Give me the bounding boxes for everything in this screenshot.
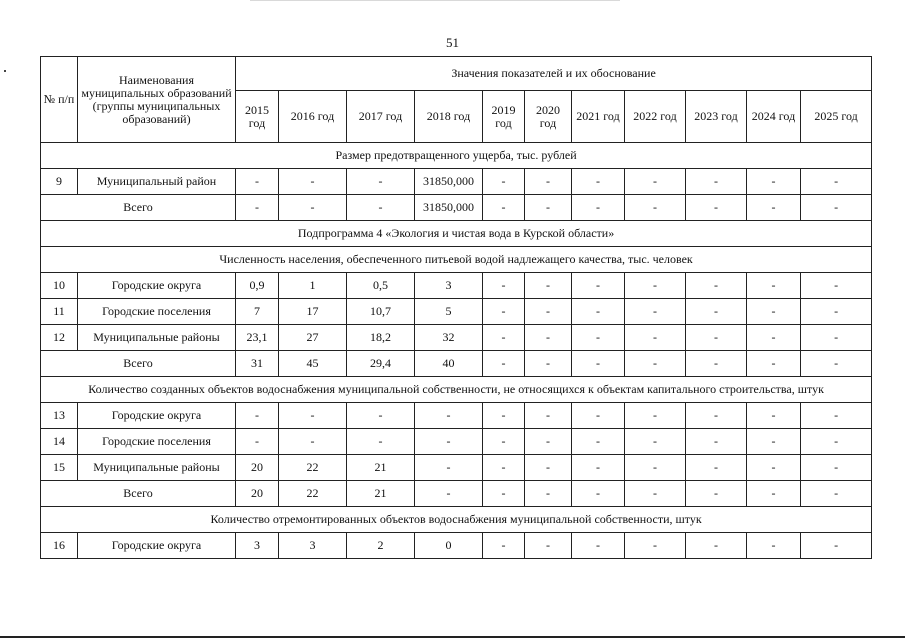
value-cell: 31 — [236, 351, 279, 377]
value-cell: - — [572, 325, 625, 351]
table-row — [41, 533, 872, 559]
value-cell: - — [801, 429, 872, 455]
header-values-title: Значения показателей и их обоснование — [236, 57, 872, 91]
scan-top-line — [250, 0, 620, 1]
section-title-row — [41, 143, 872, 169]
section-title-row — [41, 247, 872, 273]
value-cell: 27 — [279, 325, 347, 351]
value-cell: - — [572, 299, 625, 325]
value-cell: - — [686, 273, 747, 299]
value-cell: - — [747, 533, 801, 559]
value-cell: - — [483, 429, 525, 455]
value-cell: - — [279, 429, 347, 455]
value-cell: - — [801, 455, 872, 481]
value-cell: - — [572, 195, 625, 221]
municipality-name: Муниципальные районы — [78, 325, 236, 351]
value-cell: - — [801, 299, 872, 325]
value-cell: - — [572, 273, 625, 299]
header-year-2015: 2015 год — [236, 91, 279, 143]
value-cell: - — [347, 403, 415, 429]
value-cell: - — [525, 273, 572, 299]
value-cell: - — [572, 533, 625, 559]
total-row — [41, 195, 872, 221]
row-number: 11 — [41, 299, 78, 325]
value-cell: - — [347, 429, 415, 455]
value-cell: 20 — [236, 455, 279, 481]
header-year-2017: 2017 год — [347, 91, 415, 143]
value-cell: 21 — [347, 455, 415, 481]
value-cell: - — [525, 429, 572, 455]
value-cell: - — [625, 299, 686, 325]
value-cell: - — [625, 169, 686, 195]
table-row — [41, 273, 872, 299]
section-title: Количество отремонтированных объектов водоснабжения муниципальной собственности, штук — [41, 507, 872, 533]
municipality-name: Муниципальные районы — [78, 455, 236, 481]
table-body — [41, 143, 872, 559]
section-title: Подпрограмма 4 «Экология и чистая вода в Курской области» — [41, 221, 872, 247]
value-cell: - — [525, 403, 572, 429]
value-cell: - — [801, 273, 872, 299]
table-row — [41, 299, 872, 325]
indicators-table — [40, 56, 872, 559]
total-label: Всего — [41, 351, 236, 377]
value-cell: - — [747, 455, 801, 481]
value-cell: - — [625, 481, 686, 507]
value-cell: 0 — [415, 533, 483, 559]
total-row — [41, 351, 872, 377]
row-number: 13 — [41, 403, 78, 429]
table-row — [41, 455, 872, 481]
value-cell: 3 — [279, 533, 347, 559]
value-cell: - — [686, 455, 747, 481]
table-row — [41, 429, 872, 455]
municipality-name: Городские округа — [78, 533, 236, 559]
value-cell: - — [525, 299, 572, 325]
total-label: Всего — [41, 195, 236, 221]
value-cell: - — [347, 169, 415, 195]
value-cell: - — [625, 273, 686, 299]
value-cell: - — [572, 351, 625, 377]
value-cell: 5 — [415, 299, 483, 325]
value-cell: - — [483, 299, 525, 325]
value-cell: - — [279, 169, 347, 195]
value-cell: - — [572, 481, 625, 507]
section-title: Количество созданных объектов водоснабжения муниципальной собственности, не относящихся к объектам капитального строительства, штук — [41, 377, 872, 403]
header-year-2019: 2019 год — [483, 91, 525, 143]
value-cell: - — [525, 481, 572, 507]
header-year-2020: 2020 год — [525, 91, 572, 143]
value-cell: - — [525, 169, 572, 195]
header-year-2023: 2023 год — [686, 91, 747, 143]
value-cell: - — [483, 533, 525, 559]
value-cell: - — [801, 325, 872, 351]
value-cell: 23,1 — [236, 325, 279, 351]
value-cell: - — [625, 351, 686, 377]
page-number: 51 — [446, 35, 459, 50]
value-cell: - — [801, 533, 872, 559]
value-cell: - — [747, 273, 801, 299]
value-cell: - — [236, 169, 279, 195]
table-row — [41, 169, 872, 195]
value-cell: - — [625, 533, 686, 559]
value-cell: - — [625, 455, 686, 481]
table-row — [41, 325, 872, 351]
value-cell: - — [801, 403, 872, 429]
municipality-name: Городские поселения — [78, 429, 236, 455]
value-cell: - — [686, 403, 747, 429]
value-cell: - — [525, 455, 572, 481]
value-cell: - — [525, 533, 572, 559]
value-cell: - — [483, 273, 525, 299]
value-cell: - — [747, 429, 801, 455]
value-cell: - — [279, 195, 347, 221]
value-cell: - — [686, 429, 747, 455]
value-cell: - — [525, 195, 572, 221]
value-cell: - — [686, 195, 747, 221]
section-title-row — [41, 221, 872, 247]
value-cell: - — [686, 481, 747, 507]
value-cell: - — [747, 351, 801, 377]
value-cell: 40 — [415, 351, 483, 377]
value-cell: 32 — [415, 325, 483, 351]
value-cell: 3 — [415, 273, 483, 299]
value-cell: 31850,000 — [415, 195, 483, 221]
value-cell: 20 — [236, 481, 279, 507]
value-cell: 22 — [279, 481, 347, 507]
value-cell: - — [572, 429, 625, 455]
value-cell: - — [279, 403, 347, 429]
value-cell: - — [572, 455, 625, 481]
value-cell: - — [483, 455, 525, 481]
value-cell: - — [415, 403, 483, 429]
value-cell: - — [801, 481, 872, 507]
row-number: 14 — [41, 429, 78, 455]
section-title-row — [41, 377, 872, 403]
value-cell: - — [525, 351, 572, 377]
row-number: 16 — [41, 533, 78, 559]
value-cell: - — [236, 429, 279, 455]
header-year-2018: 2018 год — [415, 91, 483, 143]
value-cell: - — [415, 481, 483, 507]
value-cell: - — [415, 455, 483, 481]
value-cell: - — [625, 403, 686, 429]
value-cell: - — [236, 195, 279, 221]
value-cell: - — [572, 169, 625, 195]
value-cell: 2 — [347, 533, 415, 559]
value-cell: - — [747, 325, 801, 351]
value-cell: 10,7 — [347, 299, 415, 325]
municipality-name: Городские поселения — [78, 299, 236, 325]
value-cell: 7 — [236, 299, 279, 325]
value-cell: - — [686, 325, 747, 351]
value-cell: 0,9 — [236, 273, 279, 299]
value-cell: - — [483, 169, 525, 195]
value-cell: 21 — [347, 481, 415, 507]
value-cell: 18,2 — [347, 325, 415, 351]
value-cell: - — [686, 533, 747, 559]
value-cell: - — [747, 481, 801, 507]
value-cell: - — [483, 403, 525, 429]
value-cell: - — [415, 429, 483, 455]
header-name-col: Наименования муниципальных образований (группы муниципальных образований) — [78, 57, 236, 143]
value-cell: - — [525, 325, 572, 351]
row-number: 10 — [41, 273, 78, 299]
value-cell: 31850,000 — [415, 169, 483, 195]
municipality-name: Городские округа — [78, 273, 236, 299]
value-cell: - — [483, 325, 525, 351]
value-cell: - — [483, 195, 525, 221]
value-cell: - — [801, 351, 872, 377]
value-cell: - — [572, 403, 625, 429]
section-title: Размер предотвращенного ущерба, тыс. рублей — [41, 143, 872, 169]
municipality-name: Муниципальный район — [78, 169, 236, 195]
header-num-col: № п/п — [41, 57, 78, 143]
value-cell: 0,5 — [347, 273, 415, 299]
value-cell: - — [747, 169, 801, 195]
section-title: Численность населения, обеспеченного питьевой водой надлежащего качества, тыс. человек — [41, 247, 872, 273]
municipality-name: Городские округа — [78, 403, 236, 429]
scan-bottom-line — [0, 636, 905, 638]
value-cell: - — [236, 403, 279, 429]
value-cell: - — [625, 325, 686, 351]
header-year-2025: 2025 год — [801, 91, 872, 143]
header-year-2024: 2024 год — [747, 91, 801, 143]
value-cell: 22 — [279, 455, 347, 481]
header-year-2021: 2021 год — [572, 91, 625, 143]
value-cell: - — [686, 299, 747, 325]
value-cell: - — [625, 195, 686, 221]
value-cell: - — [747, 195, 801, 221]
section-title-row — [41, 507, 872, 533]
value-cell: - — [347, 195, 415, 221]
header-year-2016: 2016 год — [279, 91, 347, 143]
value-cell: - — [483, 351, 525, 377]
value-cell: - — [625, 429, 686, 455]
value-cell: - — [747, 299, 801, 325]
row-number: 9 — [41, 169, 78, 195]
value-cell: - — [483, 481, 525, 507]
value-cell: 29,4 — [347, 351, 415, 377]
value-cell: 3 — [236, 533, 279, 559]
value-cell: 45 — [279, 351, 347, 377]
scan-speck — [4, 70, 6, 72]
value-cell: - — [801, 169, 872, 195]
table-row — [41, 403, 872, 429]
value-cell: - — [747, 403, 801, 429]
row-number: 15 — [41, 455, 78, 481]
value-cell: 17 — [279, 299, 347, 325]
header-year-2022: 2022 год — [625, 91, 686, 143]
value-cell: - — [686, 351, 747, 377]
value-cell: 1 — [279, 273, 347, 299]
row-number: 12 — [41, 325, 78, 351]
total-row — [41, 481, 872, 507]
value-cell: - — [686, 169, 747, 195]
value-cell: - — [801, 195, 872, 221]
total-label: Всего — [41, 481, 236, 507]
